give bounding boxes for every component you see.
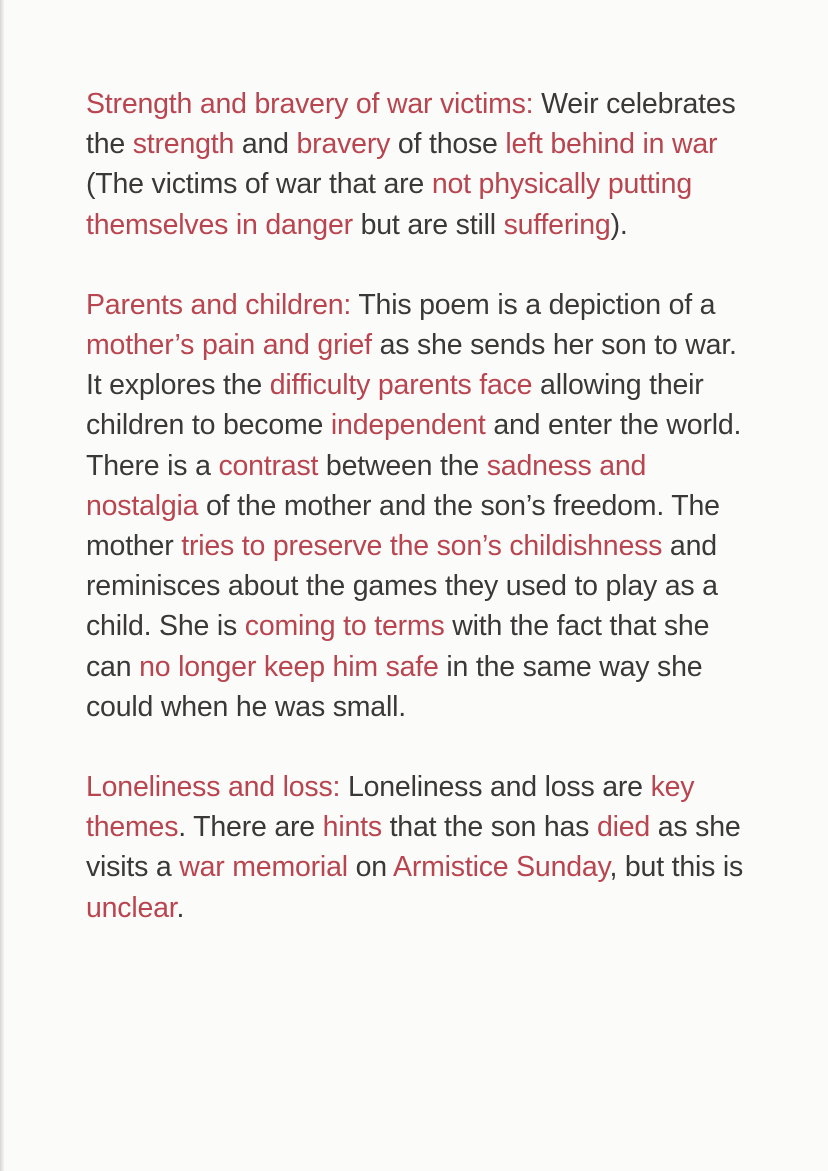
- highlighted-phrase: Loneliness and loss:: [86, 771, 341, 804]
- highlighted-phrase: bravery: [296, 128, 391, 161]
- body-text: Loneliness and loss are: [340, 771, 651, 804]
- highlighted-phrase: war memorial: [179, 851, 348, 884]
- highlighted-phrase: coming to terms: [244, 610, 445, 643]
- body-text: and reminisces about the games they used to play as a child. She is: [86, 530, 718, 643]
- body-text: and enter the world. There is a: [86, 409, 742, 482]
- body-text: but are still: [352, 208, 504, 241]
- body-text: ).: [610, 208, 628, 241]
- body-text: , but this is: [609, 851, 744, 884]
- body-text: as she sends her son to war. It explores the: [86, 329, 737, 402]
- highlighted-phrase: key themes: [86, 771, 695, 844]
- body-text: that the son has: [381, 811, 597, 844]
- body-text: in the same way she could when he was small.: [86, 650, 703, 723]
- body-text: (The victims of war that are: [86, 168, 432, 201]
- body-text: of those: [390, 128, 506, 161]
- highlighted-phrase: tries to preserve the son’s childishness: [181, 530, 663, 563]
- paragraph-loneliness-and-loss: [86, 767, 756, 928]
- highlighted-phrase: strength: [132, 128, 235, 161]
- body-text: and: [234, 128, 297, 161]
- highlighted-phrase: difficulty parents face: [269, 369, 533, 402]
- highlighted-phrase: Strength and bravery of war victims:: [86, 88, 534, 120]
- highlighted-phrase: contrast: [218, 449, 319, 482]
- body-text: with the fact that she can: [86, 610, 710, 683]
- highlighted-phrase: died: [596, 811, 651, 844]
- body-text: allowing their children to become: [86, 369, 704, 442]
- body-text: Weir celebrates the: [86, 88, 736, 161]
- highlighted-phrase: mother’s pain and grief: [86, 329, 372, 362]
- body-text: . There are: [178, 811, 323, 844]
- highlighted-phrase: suffering: [503, 208, 611, 241]
- highlighted-phrase: not physically putting themselves in danger: [86, 168, 692, 241]
- body-text: of the mother and the son’s freedom. The mother: [86, 489, 720, 563]
- body-text: between the: [318, 449, 487, 482]
- body-text: on: [347, 851, 394, 884]
- paragraph-parents-and-children: [86, 285, 756, 727]
- highlighted-phrase: Parents and children:: [86, 288, 352, 321]
- highlighted-phrase: independent: [330, 409, 486, 442]
- highlighted-phrase: hints: [322, 811, 382, 844]
- paragraph-strength-and-bravery: [86, 84, 756, 245]
- highlighted-phrase: Armistice Sunday: [393, 851, 610, 884]
- highlighted-phrase: no longer keep him safe: [139, 650, 439, 683]
- body-text: as she visits a: [86, 811, 741, 884]
- highlighted-phrase: left behind in war: [505, 128, 718, 161]
- highlighted-phrase: unclear: [86, 891, 177, 924]
- body-text: .: [176, 891, 185, 924]
- highlighted-phrase: sadness and nostalgia: [86, 449, 647, 522]
- document-body: [86, 84, 756, 968]
- body-text: This poem is a depiction of a: [351, 288, 716, 321]
